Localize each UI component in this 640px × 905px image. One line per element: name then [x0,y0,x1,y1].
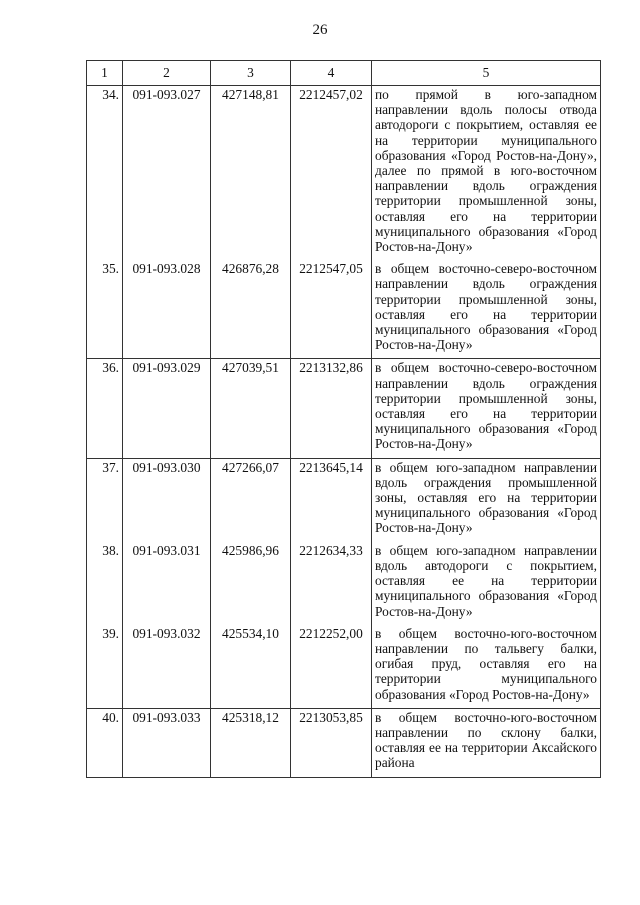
row-number: 36. [87,359,123,458]
table-header-row [87,61,601,86]
row-number: 35. [87,260,123,359]
boundary-description: в общем восточно-северо-восточном направлении вдоль ограждения территории промышленной зоны, оставляя его на территории муниципального образования «Город Ростов-на-Дону» [372,260,601,359]
y-coordinate: 2212252,00 [291,625,372,709]
y-coordinate: 2213053,85 [291,708,372,777]
point-code: 091-093.032 [123,625,211,709]
y-coordinate: 2213132,86 [291,359,372,458]
row-number: 39. [87,625,123,709]
x-coordinate: 427266,07 [211,458,291,542]
x-coordinate: 427148,81 [211,86,291,261]
x-coordinate: 425534,10 [211,625,291,709]
boundary-description: в общем юго-западном направлении вдоль ограждения промышленной зоны, оставляя его на территории муниципального образования «Город Ростов-на-Дону» [372,458,601,542]
header-col-5: 5 [372,61,601,86]
point-code: 091-093.031 [123,542,211,625]
table-row [87,359,601,458]
boundary-description: в общем восточно-юго-восточном направлении по склону балки, оставляя ее на территории Аксайского района [372,708,601,777]
row-number: 40. [87,708,123,777]
row-number: 38. [87,542,123,625]
y-coordinate: 2212634,33 [291,542,372,625]
header-col-3: 3 [211,61,291,86]
point-code: 091-093.030 [123,458,211,542]
header-col-2: 2 [123,61,211,86]
table-row [87,458,601,542]
y-coordinate: 2212547,05 [291,260,372,359]
row-number: 34. [87,86,123,261]
boundary-table [86,60,601,778]
point-code: 091-093.033 [123,708,211,777]
point-code: 091-093.029 [123,359,211,458]
point-code: 091-093.027 [123,86,211,261]
table-row [87,260,601,359]
table-row [87,625,601,709]
boundary-description: по прямой в юго-западном направлении вдоль полосы отвода автодороги с покрытием, оставляя ее на территории муниципального образования «Город Ростов-на-Дону», далее по прямой в юго-восточном направлении вдоль ограждения территории промышленной зоны, оставляя его на территории муниципального образования «Город Ростов-на-Дону» [372,86,601,261]
boundary-description: в общем восточно-юго-восточном направлении по тальвегу балки, огибая пруд, оставляя его на территории муниципального образования «Город Ростов-на-Дону» [372,625,601,709]
table-row [87,708,601,777]
y-coordinate: 2212457,02 [291,86,372,261]
table-row [87,542,601,625]
row-number: 37. [87,458,123,542]
x-coordinate: 425318,12 [211,708,291,777]
header-col-1: 1 [87,61,123,86]
page-number: 26 [312,22,328,38]
x-coordinate: 425986,96 [211,542,291,625]
x-coordinate: 426876,28 [211,260,291,359]
header-col-4: 4 [291,61,372,86]
point-code: 091-093.028 [123,260,211,359]
table-row [87,86,601,261]
y-coordinate: 2213645,14 [291,458,372,542]
x-coordinate: 427039,51 [211,359,291,458]
boundary-description: в общем юго-западном направлении вдоль автодороги с покрытием, оставляя ее на территории муниципального образования «Город Ростов-на-Дону» [372,542,601,625]
boundary-description: в общем восточно-северо-восточном направлении вдоль ограждения территории промышленной зоны, оставляя его на территории муниципального образования «Город Ростов-на-Дону» [372,359,601,458]
